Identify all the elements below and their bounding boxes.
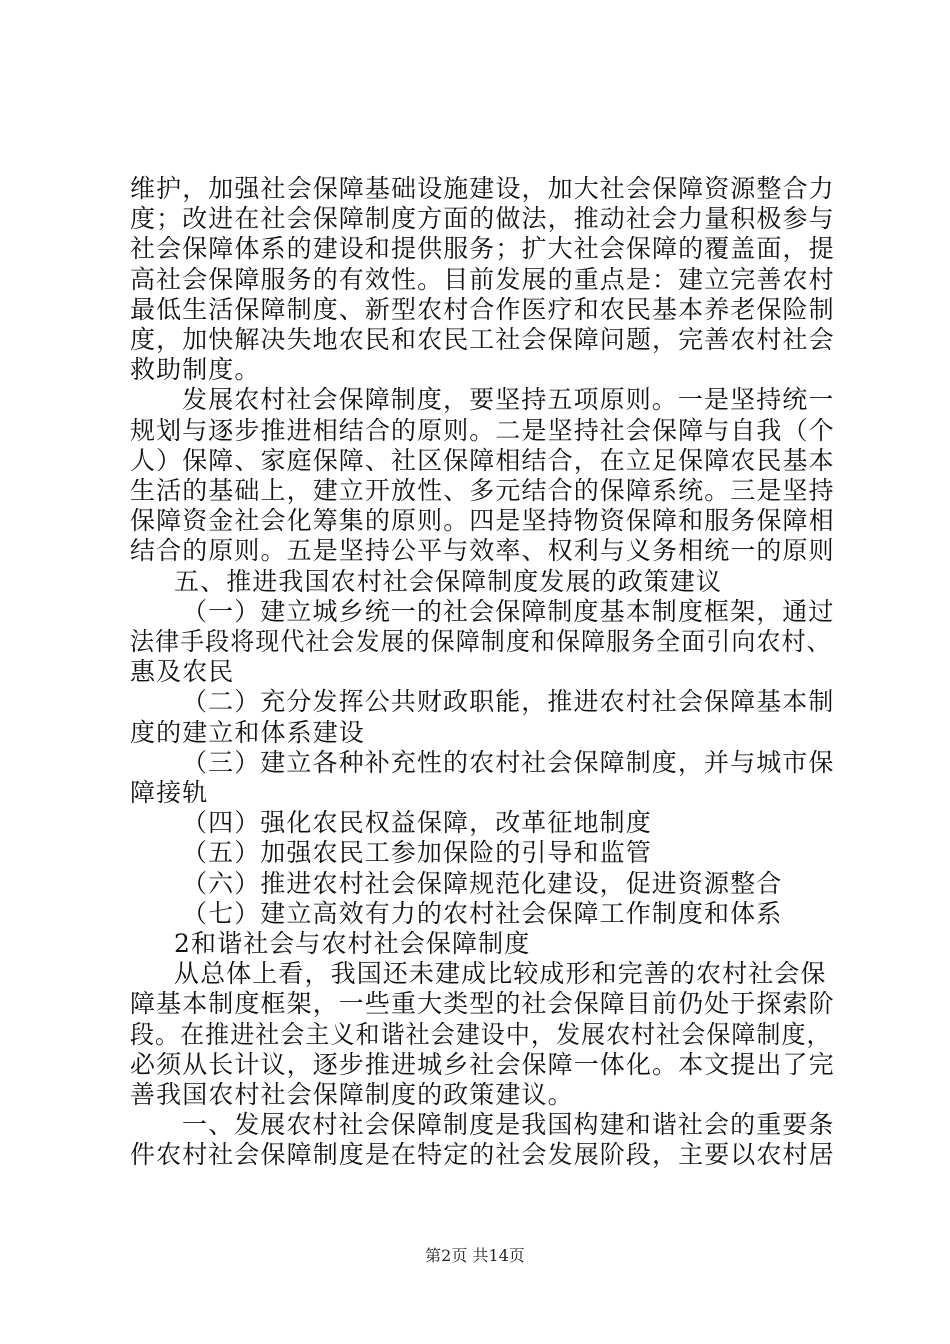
text-line: 救助制度。 [130,355,261,385]
text-line: 必须从长计议，逐步推进城乡社会保障一体化。本文提出了完 [130,1049,835,1079]
text-line: 段。在推进社会主义和谐社会建设中，发展农村社会保障制度， [130,1019,832,1049]
text-line: 规划与逐步推进相结合的原则。二是坚持社会保障与自我（个 [130,415,835,445]
text-line: 人）保障、家庭保障、社区保障相结合，在立足保障农民基本 [130,445,835,475]
text-line: 生活的基础上，建立开放性、多元结合的保障系统。三是坚持 [130,476,835,505]
text-line: 善我国农村社会保障制度的政策建议。 [130,1080,574,1109]
text-line: 结合的原则。五是坚持公平与效率、权利与义务相统一的原则 [130,536,835,566]
text-line: 件农村社会保障制度是在特定的社会发展阶段，主要以农村居 [130,1140,835,1170]
text-line: 法律手段将现代社会发展的保障制度和保障服务全面引向农村、 [130,627,832,656]
text-line: 惠及农民 [130,657,235,687]
text-line: 障接轨 [130,778,209,807]
text-line: 高社会保障服务的有效性。目前发展的重点是：建立完善农村 [130,264,835,294]
text-line: 度；改进在社会保障制度方面的做法，推动社会力量积极参与 [130,204,835,234]
text-line: （二）充分发挥公共财政职能，推进农村社会保障基本制 [182,687,835,717]
text-line: （七）建立高效有力的农村社会保障工作制度和体系 [182,898,783,928]
text-line: （三）建立各种补充性的农村社会保障制度，并与城市保 [182,747,835,777]
text-line: 度，加快解决失地农民和农民工社会保障问题，完善农村社会 [130,325,835,354]
text-line: （五）加强农民工参加保险的引导和监管 [182,838,652,868]
text-line: 最低生活保障制度、新型农村合作医疗和农民基本养老保险制 [130,294,835,324]
text-line: （四）强化农民权益保障，改革征地制度 [182,808,652,838]
text-line: 2和谐社会与农村社会保障制度 [174,929,531,958]
page-number-footer: 第2页 共14页 [425,1246,525,1265]
text-line: （一）建立城乡统一的社会保障制度基本制度框架，通过 [182,596,835,626]
text-line: （六）推进农村社会保障规范化建设，促进资源整合 [182,868,783,898]
text-line: 一、发展农村社会保障制度是我国构建和谐社会的重要条 [182,1110,835,1140]
text-line: 发展农村社会保障制度，要坚持五项原则。一是坚持统一 [182,385,835,415]
text-line: 度的建立和体系建设 [130,717,365,747]
text-line: 五、推进我国农村社会保障制度发展的政策建议 [174,566,723,596]
text-line: 社会保障体系的建设和提供服务；扩大社会保障的覆盖面，提 [130,234,835,264]
text-line: 障基本制度框架，一些重大类型的社会保障目前仍处于探索阶 [130,989,835,1019]
text-line: 从总体上看，我国还未建成比较成形和完善的农村社会保 [174,959,827,989]
text-line: 保障资金社会化筹集的原则。四是坚持物资保障和服务保障相 [130,506,835,536]
text-line: 维护，加强社会保障基础设施建设，加大社会保障资源整合力 [130,174,835,203]
